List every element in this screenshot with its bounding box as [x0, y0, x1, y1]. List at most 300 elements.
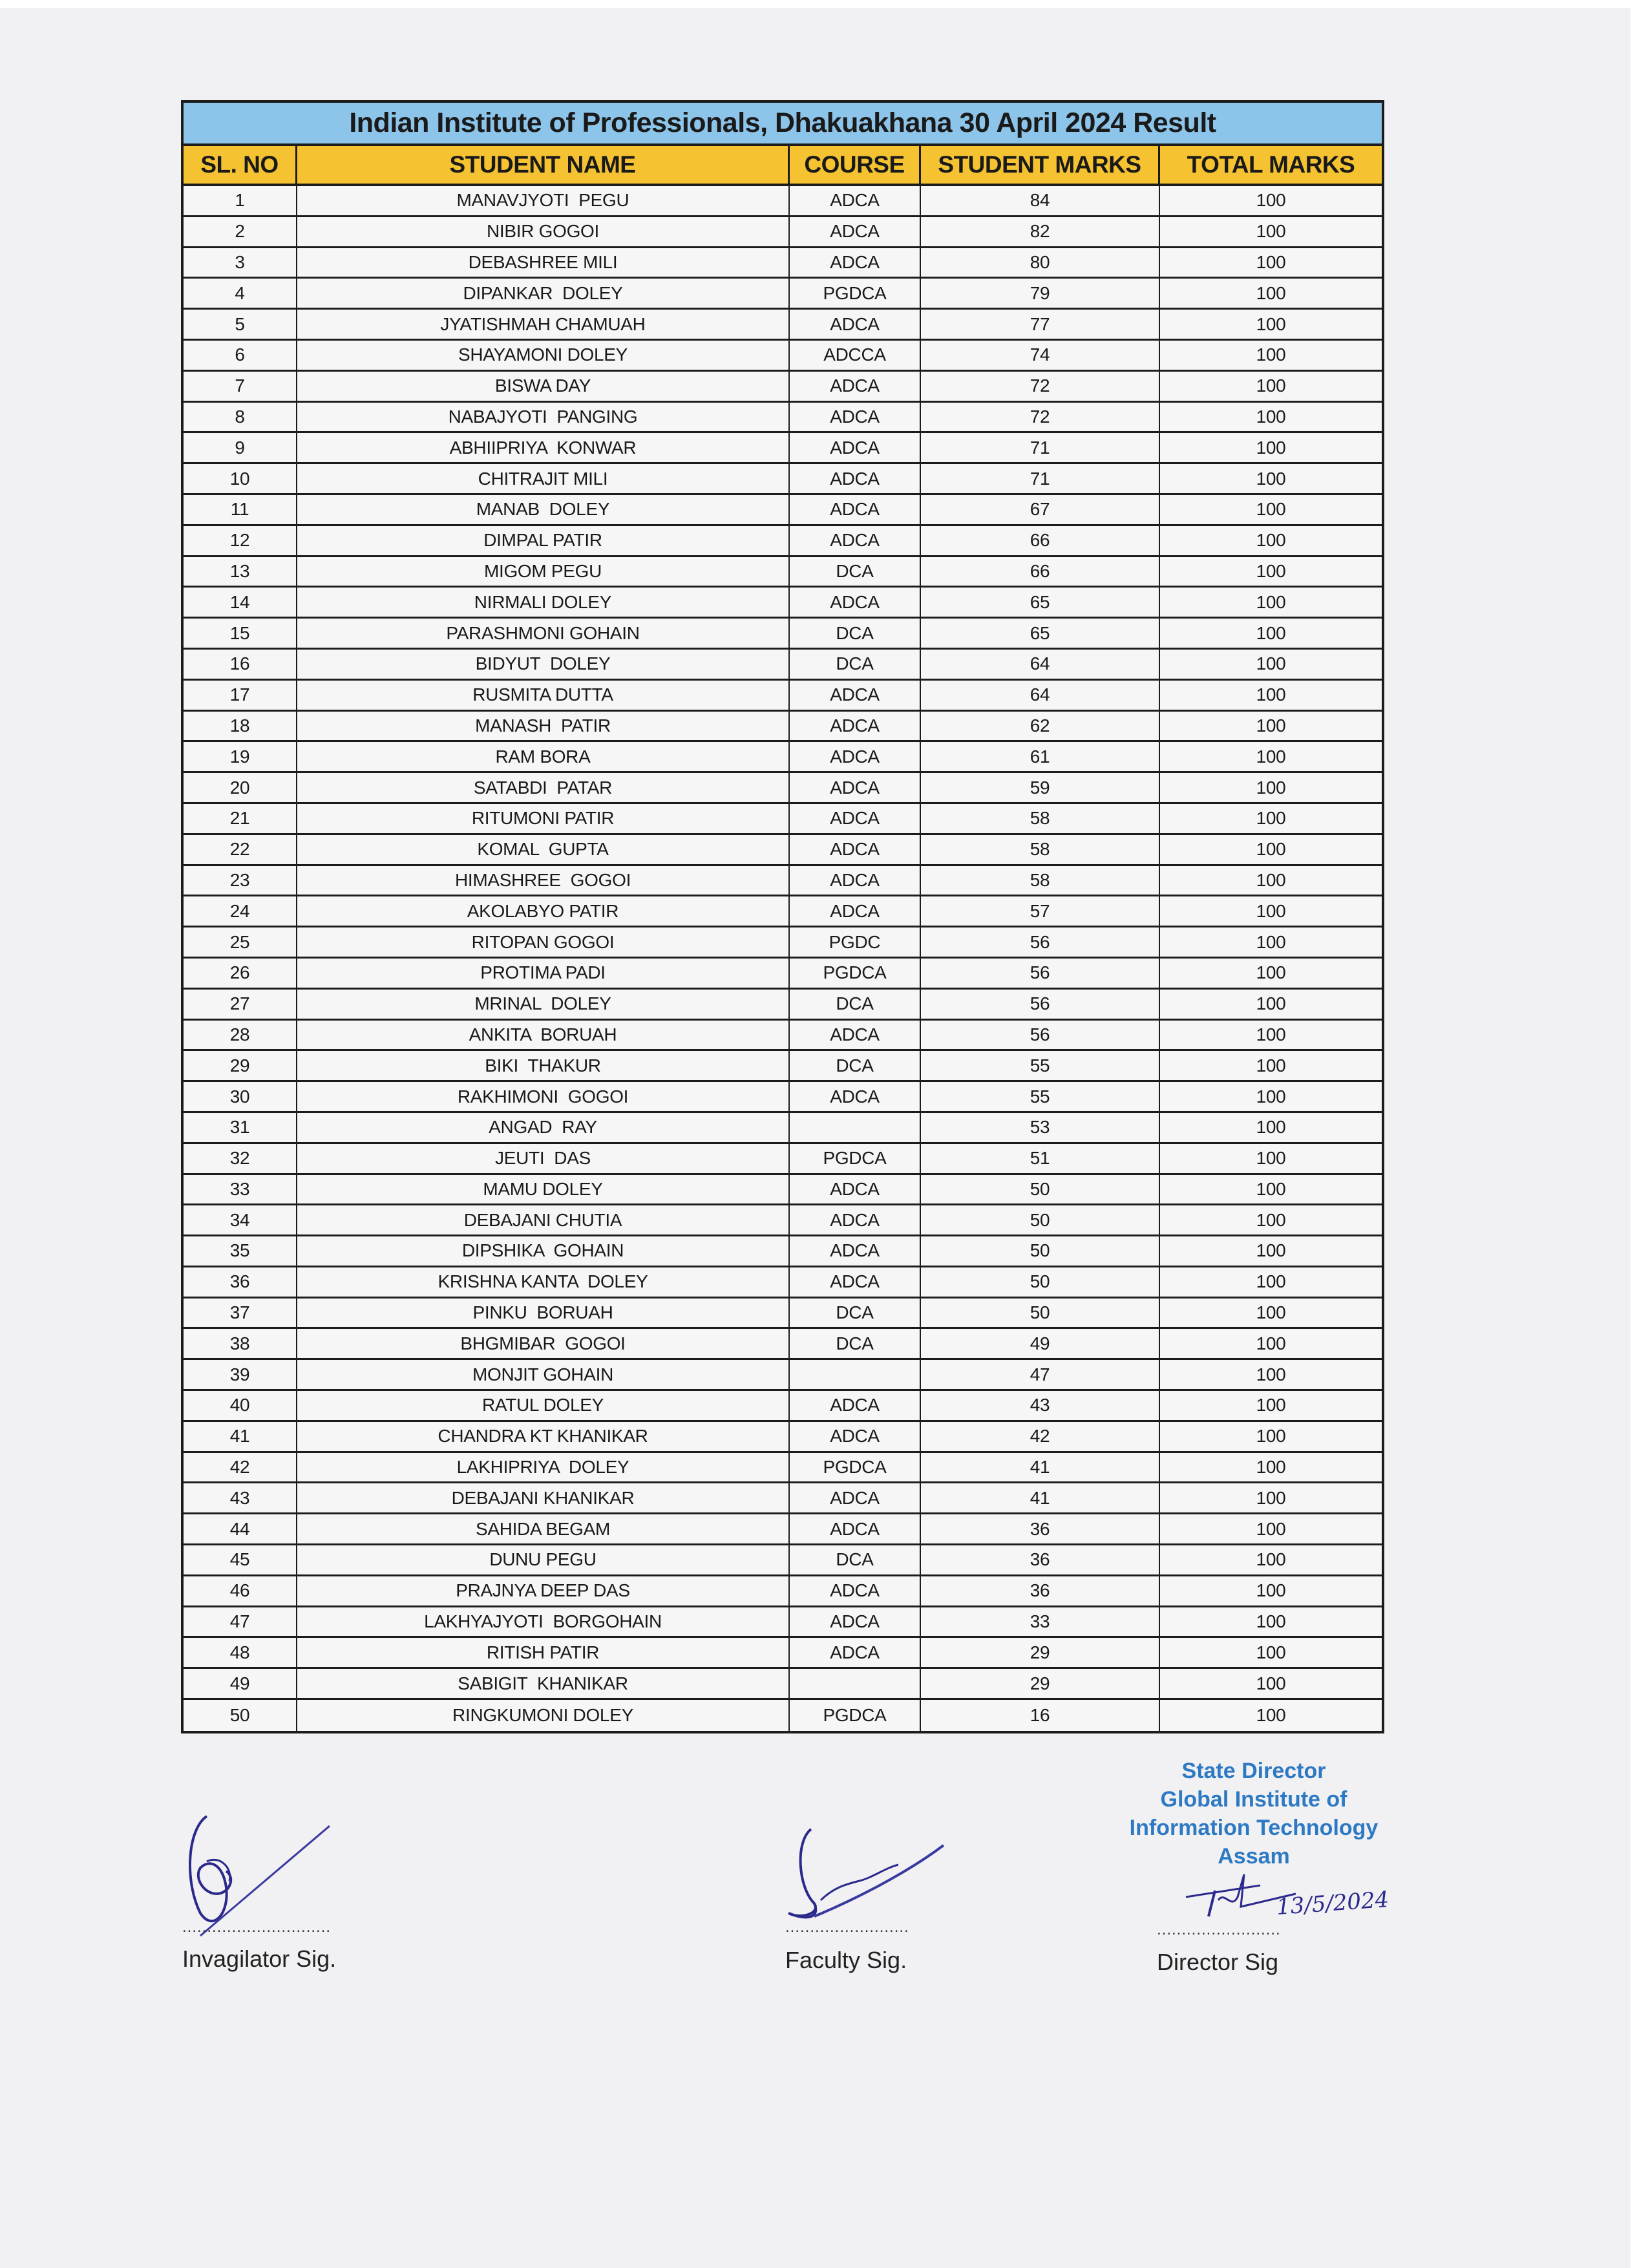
cell-student-name: PROTIMA PADI [297, 959, 790, 988]
cell-total-marks: 100 [1256, 437, 1286, 458]
cell-student-marks: 64 [921, 681, 1160, 710]
table-row [184, 433, 1382, 464]
cell-student-marks: 47 [921, 1360, 1160, 1389]
cell-sl-no: 31 [184, 1113, 297, 1142]
cell-student-marks: 36 [921, 1545, 1160, 1574]
cell-student-name: CHITRAJIT MILI [297, 464, 790, 493]
cell-student-marks: 29 [921, 1638, 1160, 1667]
cell-course: ADCA [790, 588, 921, 617]
cell-student-marks: 55 [921, 1082, 1160, 1111]
table-row [184, 1483, 1382, 1514]
table-row [184, 464, 1382, 495]
cell-student-name: RITOPAN GOGOI [297, 927, 790, 957]
cell-student-name: PARASHMONI GOHAIN [297, 619, 790, 648]
cell-student-marks: 62 [921, 712, 1160, 741]
table-row [184, 1669, 1382, 1700]
table-row [184, 310, 1382, 341]
cell-total-marks: 100 [1256, 808, 1286, 829]
cell-student-marks: 71 [921, 433, 1160, 462]
cell-course: ADCA [790, 1236, 921, 1266]
cell-total-marks: 100 [1256, 251, 1286, 272]
cell-sl-no: 23 [184, 866, 297, 895]
faculty-signature-icon [776, 1823, 956, 1933]
cell-sl-no: 10 [184, 464, 297, 493]
cell-total-marks: 100 [1256, 900, 1286, 921]
cell-course: DCA [790, 1298, 921, 1328]
table-row [184, 1545, 1382, 1576]
cell-student-name: MANAVJYOTI PEGU [297, 186, 790, 215]
cell-student-name: BIDYUT DOLEY [297, 650, 790, 679]
cell-student-name: MIGOM PEGU [297, 557, 790, 586]
stamp-line: Information Technology [1129, 1816, 1379, 1840]
cell-sl-no: 49 [184, 1669, 297, 1698]
cell-student-name: MANASH PATIR [297, 712, 790, 741]
table-row [184, 1576, 1382, 1607]
table-row [184, 279, 1382, 310]
cell-student-name: RITISH PATIR [297, 1638, 790, 1667]
table-row [184, 773, 1382, 804]
cell-student-marks: 56 [921, 959, 1160, 988]
cell-course: ADCA [790, 742, 921, 771]
cell-total-marks: 100 [1256, 282, 1286, 303]
cell-course: ADCA [790, 1391, 921, 1420]
table-row [184, 1236, 1382, 1267]
cell-student-marks: 33 [921, 1607, 1160, 1637]
cell-student-name: MRINAL DOLEY [297, 990, 790, 1019]
cell-student-name: SATABDI PATAR [297, 773, 790, 802]
cell-student-name: AKOLABYO PATIR [297, 896, 790, 926]
cell-total-marks: 100 [1256, 839, 1286, 860]
cell-student-name: SABIGIT KHANIKAR [297, 1669, 790, 1698]
cell-course: DCA [790, 1051, 921, 1080]
cell-course: DCA [790, 1329, 921, 1358]
director-stamp [1099, 1757, 1409, 1871]
cell-course: ADCA [790, 1638, 921, 1667]
cell-total-marks: 100 [1256, 1395, 1286, 1415]
cell-student-name: SAHIDA BEGAM [297, 1514, 790, 1543]
table-body [184, 186, 1382, 1731]
table-row [184, 186, 1382, 217]
cell-course: PGDCA [790, 959, 921, 988]
cell-sl-no: 30 [184, 1082, 297, 1111]
cell-student-name: DEBAJANI KHANIKAR [297, 1483, 790, 1512]
cell-total-marks: 100 [1256, 313, 1286, 334]
cell-sl-no: 41 [184, 1422, 297, 1451]
cell-sl-no: 44 [184, 1514, 297, 1543]
cell-total-marks: 100 [1256, 1549, 1286, 1570]
cell-total-marks: 100 [1256, 1024, 1286, 1044]
table-row [184, 1638, 1382, 1669]
table-row [184, 1144, 1382, 1175]
cell-total-marks: 100 [1256, 1611, 1286, 1632]
cell-total-marks: 100 [1256, 715, 1286, 736]
cell-total-marks: 100 [1256, 1580, 1286, 1601]
cell-sl-no: 6 [184, 341, 297, 370]
cell-sl-no: 5 [184, 310, 297, 339]
cell-total-marks: 100 [1256, 1302, 1286, 1323]
table-row [184, 1267, 1382, 1298]
cell-sl-no: 11 [184, 495, 297, 524]
cell-total-marks: 100 [1256, 1148, 1286, 1169]
director-signature-line: ......................... [1157, 1921, 1281, 1938]
table-row [184, 804, 1382, 835]
cell-sl-no: 33 [184, 1175, 297, 1204]
cell-student-name: BIKI THAKUR [297, 1051, 790, 1080]
cell-student-marks: 72 [921, 372, 1160, 401]
stamp-line: State Director [1181, 1759, 1326, 1783]
table-row [184, 1360, 1382, 1391]
table-row [184, 1113, 1382, 1144]
cell-student-marks: 50 [921, 1175, 1160, 1204]
cell-student-marks: 50 [921, 1236, 1160, 1266]
cell-student-name: PRAJNYA DEEP DAS [297, 1576, 790, 1606]
table-row [184, 403, 1382, 434]
cell-student-name: DIPSHIKA GOHAIN [297, 1236, 790, 1266]
table-row [184, 619, 1382, 650]
cell-sl-no: 47 [184, 1607, 297, 1637]
cell-student-name: BISWA DAY [297, 372, 790, 401]
result-table [181, 100, 1384, 1733]
table-row [184, 217, 1382, 248]
cell-student-name: RATUL DOLEY [297, 1391, 790, 1420]
table-row [184, 835, 1382, 866]
cell-course: PGDCA [790, 1700, 921, 1731]
cell-course: ADCA [790, 1576, 921, 1606]
table-row [184, 1298, 1382, 1330]
cell-course: ADCA [790, 1514, 921, 1543]
cell-student-marks: 80 [921, 248, 1160, 277]
column-header-student-name: STUDENT NAME [297, 146, 790, 184]
cell-course: ADCA [790, 495, 921, 524]
cell-student-name: NIRMALI DOLEY [297, 588, 790, 617]
cell-total-marks: 100 [1256, 777, 1286, 798]
cell-student-marks: 65 [921, 619, 1160, 648]
cell-sl-no: 46 [184, 1576, 297, 1606]
table-row [184, 495, 1382, 526]
cell-sl-no: 19 [184, 742, 297, 771]
cell-course: ADCA [790, 773, 921, 802]
cell-sl-no: 14 [184, 588, 297, 617]
table-row [184, 742, 1382, 773]
cell-total-marks: 100 [1256, 1704, 1286, 1725]
cell-student-marks: 36 [921, 1576, 1160, 1606]
cell-sl-no: 35 [184, 1236, 297, 1266]
cell-total-marks: 100 [1256, 530, 1286, 551]
cell-course: DCA [790, 1545, 921, 1574]
cell-sl-no: 2 [184, 217, 297, 246]
cell-total-marks: 100 [1256, 560, 1286, 581]
cell-course: ADCA [790, 866, 921, 895]
cell-student-marks: 71 [921, 464, 1160, 493]
cell-total-marks: 100 [1256, 1086, 1286, 1107]
cell-total-marks: 100 [1256, 1673, 1286, 1693]
cell-course: PGDCA [790, 279, 921, 308]
cell-sl-no: 25 [184, 927, 297, 957]
table-row [184, 896, 1382, 927]
cell-course: PGDCA [790, 1453, 921, 1482]
cell-student-marks: 79 [921, 279, 1160, 308]
cell-total-marks: 100 [1256, 1240, 1286, 1261]
cell-course: ADCA [790, 804, 921, 833]
cell-total-marks: 100 [1256, 869, 1286, 890]
cell-student-marks: 82 [921, 217, 1160, 246]
cell-sl-no: 22 [184, 835, 297, 864]
director-signature-label: Director Sig [1157, 1949, 1279, 1975]
cell-student-name: KOMAL GUPTA [297, 835, 790, 864]
cell-student-name: CHANDRA KT KHANIKAR [297, 1422, 790, 1451]
cell-student-marks: 51 [921, 1144, 1160, 1173]
cell-sl-no: 12 [184, 526, 297, 555]
cell-sl-no: 50 [184, 1700, 297, 1731]
cell-student-marks: 72 [921, 403, 1160, 432]
cell-total-marks: 100 [1256, 499, 1286, 520]
cell-student-name: MANAB DOLEY [297, 495, 790, 524]
cell-student-marks: 66 [921, 557, 1160, 586]
cell-course: ADCA [790, 1422, 921, 1451]
faculty-signature-line: ......................... [785, 1918, 909, 1936]
cell-sl-no: 40 [184, 1391, 297, 1420]
cell-student-marks: 64 [921, 650, 1160, 679]
cell-sl-no: 24 [184, 896, 297, 926]
table-row [184, 1329, 1382, 1360]
table-row [184, 1082, 1382, 1113]
cell-student-marks: 36 [921, 1514, 1160, 1543]
cell-student-name: JEUTI DAS [297, 1144, 790, 1173]
invigilator-signature-label: Invagilator Sig. [182, 1945, 337, 1972]
cell-total-marks: 100 [1256, 1209, 1286, 1230]
cell-student-name: RUSMITA DUTTA [297, 681, 790, 710]
cell-student-name: ANGAD RAY [297, 1113, 790, 1142]
cell-course [790, 1113, 921, 1142]
cell-student-marks: 59 [921, 773, 1160, 802]
column-header-total-marks: TOTAL MARKS [1187, 151, 1355, 178]
cell-sl-no: 36 [184, 1267, 297, 1297]
cell-sl-no: 32 [184, 1144, 297, 1173]
cell-sl-no: 4 [184, 279, 297, 308]
table-header-row [184, 146, 1382, 186]
cell-student-marks: 56 [921, 990, 1160, 1019]
cell-course: ADCA [790, 1607, 921, 1637]
cell-course: ADCA [790, 835, 921, 864]
cell-course: PGDCA [790, 1144, 921, 1173]
cell-course: ADCA [790, 186, 921, 215]
cell-student-marks: 50 [921, 1267, 1160, 1297]
table-row [184, 1700, 1382, 1731]
cell-total-marks: 100 [1256, 1333, 1286, 1353]
cell-total-marks: 100 [1256, 993, 1286, 1014]
cell-course: ADCA [790, 464, 921, 493]
cell-total-marks: 100 [1256, 653, 1286, 674]
cell-course: ADCA [790, 372, 921, 401]
cell-total-marks: 100 [1256, 1457, 1286, 1478]
cell-sl-no: 42 [184, 1453, 297, 1482]
cell-student-name: KRISHNA KANTA DOLEY [297, 1267, 790, 1297]
table-row [184, 927, 1382, 959]
cell-student-name: LAKHYAJYOTI BORGOHAIN [297, 1607, 790, 1637]
cell-total-marks: 100 [1256, 1642, 1286, 1662]
cell-total-marks: 100 [1256, 1426, 1286, 1447]
cell-student-marks: 56 [921, 1021, 1160, 1050]
cell-student-name: RITUMONI PATIR [297, 804, 790, 833]
cell-course: ADCA [790, 310, 921, 339]
cell-total-marks: 100 [1256, 962, 1286, 983]
cell-sl-no: 43 [184, 1483, 297, 1512]
cell-course: ADCA [790, 1175, 921, 1204]
cell-total-marks: 100 [1256, 931, 1286, 952]
table-row [184, 248, 1382, 279]
cell-student-marks: 66 [921, 526, 1160, 555]
table-row [184, 372, 1382, 403]
table-row [184, 1391, 1382, 1422]
cell-total-marks: 100 [1256, 1518, 1286, 1539]
cell-sl-no: 1 [184, 186, 297, 215]
cell-student-marks: 16 [921, 1700, 1160, 1731]
cell-student-marks: 49 [921, 1329, 1160, 1358]
table-row [184, 526, 1382, 557]
cell-total-marks: 100 [1256, 406, 1286, 427]
cell-course: DCA [790, 650, 921, 679]
cell-student-marks: 77 [921, 310, 1160, 339]
cell-course [790, 1669, 921, 1698]
cell-sl-no: 15 [184, 619, 297, 648]
stamp-line: Assam [1218, 1844, 1290, 1869]
cell-course: ADCA [790, 403, 921, 432]
cell-student-marks: 67 [921, 495, 1160, 524]
cell-sl-no: 45 [184, 1545, 297, 1574]
cell-student-name: DIMPAL PATIR [297, 526, 790, 555]
table-row [184, 341, 1382, 372]
cell-sl-no: 21 [184, 804, 297, 833]
cell-sl-no: 9 [184, 433, 297, 462]
cell-student-marks: 41 [921, 1453, 1160, 1482]
cell-course: ADCA [790, 248, 921, 277]
stamp-line: Global Institute of [1160, 1787, 1347, 1812]
cell-sl-no: 27 [184, 990, 297, 1019]
cell-course: DCA [790, 557, 921, 586]
cell-sl-no: 37 [184, 1298, 297, 1328]
cell-student-name: JYATISHMAH CHAMUAH [297, 310, 790, 339]
cell-course [790, 1360, 921, 1389]
cell-student-marks: 55 [921, 1051, 1160, 1080]
cell-total-marks: 100 [1256, 468, 1286, 489]
table-row [184, 712, 1382, 743]
cell-sl-no: 38 [184, 1329, 297, 1358]
cell-course: ADCA [790, 712, 921, 741]
cell-total-marks: 100 [1256, 221, 1286, 242]
cell-sl-no: 3 [184, 248, 297, 277]
cell-student-marks: 43 [921, 1391, 1160, 1420]
cell-course: ADCCA [790, 341, 921, 370]
cell-student-name: ABHIIPRIYA KONWAR [297, 433, 790, 462]
cell-sl-no: 28 [184, 1021, 297, 1050]
table-row [184, 959, 1382, 990]
cell-total-marks: 100 [1256, 622, 1286, 643]
cell-course: ADCA [790, 1483, 921, 1512]
cell-course: PGDC [790, 927, 921, 957]
table-row [184, 1175, 1382, 1206]
cell-total-marks: 100 [1256, 1271, 1286, 1292]
cell-student-marks: 61 [921, 742, 1160, 771]
cell-student-name: LAKHIPRIYA DOLEY [297, 1453, 790, 1482]
cell-total-marks: 100 [1256, 591, 1286, 612]
cell-sl-no: 34 [184, 1205, 297, 1235]
column-header-course: COURSE [790, 146, 921, 184]
cell-student-name: BHGMIBAR GOGOI [297, 1329, 790, 1358]
cell-student-name: RAM BORA [297, 742, 790, 771]
cell-student-name: MONJIT GOHAIN [297, 1360, 790, 1389]
cell-student-name: NABAJYOTI PANGING [297, 403, 790, 432]
cell-student-marks: 41 [921, 1483, 1160, 1512]
cell-sl-no: 20 [184, 773, 297, 802]
cell-course: ADCA [790, 1021, 921, 1050]
table-row [184, 1422, 1382, 1453]
column-header-sl-no: SL. NO [184, 146, 297, 184]
director-sign-date: 13/5/2024 [1275, 1886, 1390, 1921]
cell-student-marks: 84 [921, 186, 1160, 215]
cell-total-marks: 100 [1256, 1055, 1286, 1076]
faculty-signature-label: Faculty Sig. [785, 1947, 907, 1973]
table-row [184, 1051, 1382, 1082]
cell-student-name: DEBAJANI CHUTIA [297, 1205, 790, 1235]
table-row [184, 650, 1382, 681]
cell-course: ADCA [790, 681, 921, 710]
cell-sl-no: 29 [184, 1051, 297, 1080]
cell-total-marks: 100 [1256, 1117, 1286, 1138]
cell-total-marks: 100 [1256, 1487, 1286, 1508]
cell-student-marks: 58 [921, 835, 1160, 864]
table-title: Indian Institute of Professionals, Dhakuakhana 30 April 2024 Result [184, 103, 1382, 146]
cell-course: ADCA [790, 217, 921, 246]
table-row [184, 866, 1382, 897]
cell-sl-no: 8 [184, 403, 297, 432]
cell-course: ADCA [790, 526, 921, 555]
cell-student-name: NIBIR GOGOI [297, 217, 790, 246]
table-row [184, 681, 1382, 712]
cell-sl-no: 26 [184, 959, 297, 988]
cell-course: ADCA [790, 1082, 921, 1111]
cell-sl-no: 17 [184, 681, 297, 710]
table-row [184, 1021, 1382, 1052]
cell-student-marks: 53 [921, 1113, 1160, 1142]
cell-total-marks: 100 [1256, 1364, 1286, 1384]
cell-course: ADCA [790, 896, 921, 926]
cell-total-marks: 100 [1256, 684, 1286, 705]
cell-sl-no: 16 [184, 650, 297, 679]
cell-student-name: PINKU BORUAH [297, 1298, 790, 1328]
cell-sl-no: 7 [184, 372, 297, 401]
cell-student-name: SHAYAMONI DOLEY [297, 341, 790, 370]
table-row [184, 1514, 1382, 1545]
cell-student-marks: 56 [921, 927, 1160, 957]
cell-student-name: RAKHIMONI GOGOI [297, 1082, 790, 1111]
table-row [184, 990, 1382, 1021]
cell-sl-no: 13 [184, 557, 297, 586]
cell-student-name: DIPANKAR DOLEY [297, 279, 790, 308]
cell-course: ADCA [790, 1205, 921, 1235]
cell-student-marks: 58 [921, 866, 1160, 895]
cell-total-marks: 100 [1256, 376, 1286, 396]
table-row [184, 1453, 1382, 1484]
column-header-student-marks: STUDENT MARKS [921, 146, 1160, 184]
cell-student-marks: 58 [921, 804, 1160, 833]
cell-course: ADCA [790, 1267, 921, 1297]
cell-student-name: HIMASHREE GOGOI [297, 866, 790, 895]
cell-student-marks: 50 [921, 1298, 1160, 1328]
cell-sl-no: 18 [184, 712, 297, 741]
cell-course: ADCA [790, 433, 921, 462]
cell-student-name: DEBASHREE MILI [297, 248, 790, 277]
cell-total-marks: 100 [1256, 344, 1286, 365]
